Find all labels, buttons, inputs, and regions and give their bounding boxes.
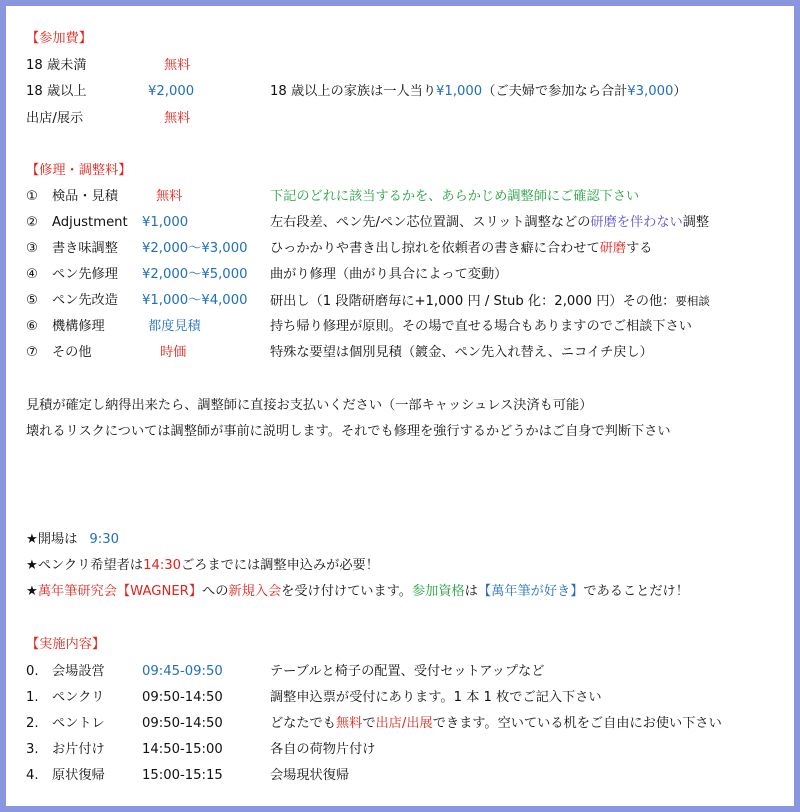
item-time: 14:50-15:00 [142, 742, 223, 757]
item-description: テーブルと椅子の配置、受付セットアップなど [270, 664, 545, 679]
fee-value: 無料 [164, 111, 191, 126]
fee-label: 18 歳以上 [26, 84, 87, 99]
item-price: ¥2,000～¥5,000 [142, 267, 248, 282]
fee-value: 無料 [164, 58, 191, 73]
item-number: 3. [26, 742, 39, 757]
item-number: ① [26, 189, 38, 204]
item-price: 無料 [156, 189, 183, 204]
fee-row-adult [26, 79, 786, 105]
item-description: 調整申込票が受付にあります。1 本 1 枚でご記入下さい [270, 690, 602, 705]
schedule-heading: 【実施内容】 [26, 637, 106, 652]
item-number: 0. [26, 664, 39, 679]
item-time: 09:50-14:50 [142, 716, 223, 731]
item-description: 特殊な要望は個別見積（鍍金、ペン先入れ替え、ニコイチ戻し） [270, 345, 653, 360]
item-price: 時価 [160, 345, 187, 360]
schedule-row [26, 763, 786, 789]
item-number: ⑦ [26, 345, 38, 360]
item-price: 都度見積 [148, 319, 201, 334]
fee-value: ¥2,000 [148, 84, 195, 99]
item-label: ペンクリ [52, 690, 105, 705]
schedule-row [26, 711, 786, 737]
item-label: 書き味調整 [52, 241, 118, 256]
item-number: ⑤ [26, 293, 38, 308]
opening-time-notice: ★開場は 9:30 [26, 532, 120, 547]
repair-heading: 【修理・調整料】 [26, 163, 132, 178]
repair-row [26, 314, 786, 340]
item-number: ④ [26, 267, 38, 282]
item-label: 会場設営 [52, 664, 105, 679]
item-description: 会場現状復帰 [270, 768, 350, 783]
repair-row [26, 184, 786, 210]
item-time: 09:50-14:50 [142, 690, 223, 705]
item-label: ペントレ [52, 716, 105, 731]
item-label: 原状復帰 [52, 768, 105, 783]
item-number: ⑥ [26, 319, 38, 334]
item-price: ¥1,000～¥4,000 [142, 293, 248, 308]
schedule-row [26, 737, 786, 763]
payment-note: 見積が確定し納得出来たら、調整師に直接お支払いください（一部キャッシュレス決済も可能） [26, 398, 593, 413]
schedule-row [26, 659, 786, 685]
item-description: 曲がり修理（曲がり具合によって変動） [270, 267, 508, 282]
schedule-row [26, 685, 786, 711]
fee-label: 18 歳未満 [26, 58, 87, 73]
item-price: ¥1,000 [142, 215, 189, 230]
fees-heading: 【参加費】 [26, 31, 92, 46]
item-label: Adjustment [52, 215, 128, 230]
item-label: お片付け [52, 742, 105, 757]
pencli-deadline-notice: ★ペンクリ希望者は14:30ごろまでには調整申込みが必要！ [26, 558, 379, 573]
fee-note: 18 歳以上の家族は一人当り¥1,000（ご夫婦で参加なら合計¥3,000） [270, 84, 687, 99]
repair-row [26, 340, 786, 366]
repair-row [26, 210, 786, 236]
item-number: 4. [26, 768, 39, 783]
repair-row [26, 236, 786, 262]
item-number: 1. [26, 690, 39, 705]
fee-label: 出店/展示 [26, 111, 84, 126]
item-description: 左右段差、ペン先/ペン芯位置調、スリット調整などの研磨を伴わない調整 [270, 215, 710, 230]
item-label: その他 [52, 345, 92, 360]
club-recruit-notice: ★萬年筆研究会【WAGNER】への新規入会を受け付けています。参加資格は【萬年筆が好き】であることだけ！ [26, 584, 689, 599]
item-description: 下記のどれに該当するかを、あらかじめ調整師にご確認下さい [270, 189, 640, 204]
fee-row-exhibit [26, 106, 786, 132]
item-description: 持ち帰り修理が原則。その場で直せる場合もありますのでご相談下さい [270, 319, 692, 334]
notice-sheet [6, 6, 794, 806]
item-description: 各自の荷物片付け [270, 742, 376, 757]
item-label: ペン先修理 [52, 267, 118, 282]
item-label: 機構修理 [52, 319, 105, 334]
item-description: ひっかかりや書き出し掠れを依頼者の書き癖に合わせて研磨する [270, 241, 653, 256]
risk-note: 壊れるリスクについては調整師が事前に説明します。それでも修理を強行するかどうかはご自身で判断下さい [26, 424, 671, 439]
item-description: 研出し（1 段階研磨毎に+1,000 円 / Stub 化：2,000 円）その他：要相談 [270, 294, 710, 309]
item-number: ③ [26, 241, 38, 256]
item-description: どなたでも無料で出店/出展できます。空いている机をご自由にお使い下さい [270, 716, 722, 731]
item-label: ペン先改造 [52, 293, 118, 308]
item-price: ¥2,000～¥3,000 [142, 241, 248, 256]
item-label: 検品・見積 [52, 189, 118, 204]
item-number: 2. [26, 716, 39, 731]
repair-row [26, 262, 786, 288]
fee-row-under18 [26, 53, 786, 79]
item-number: ② [26, 215, 38, 230]
item-time: 15:00-15:15 [142, 768, 223, 783]
repair-row [26, 288, 786, 314]
item-time: 09:45-09:50 [142, 664, 223, 679]
